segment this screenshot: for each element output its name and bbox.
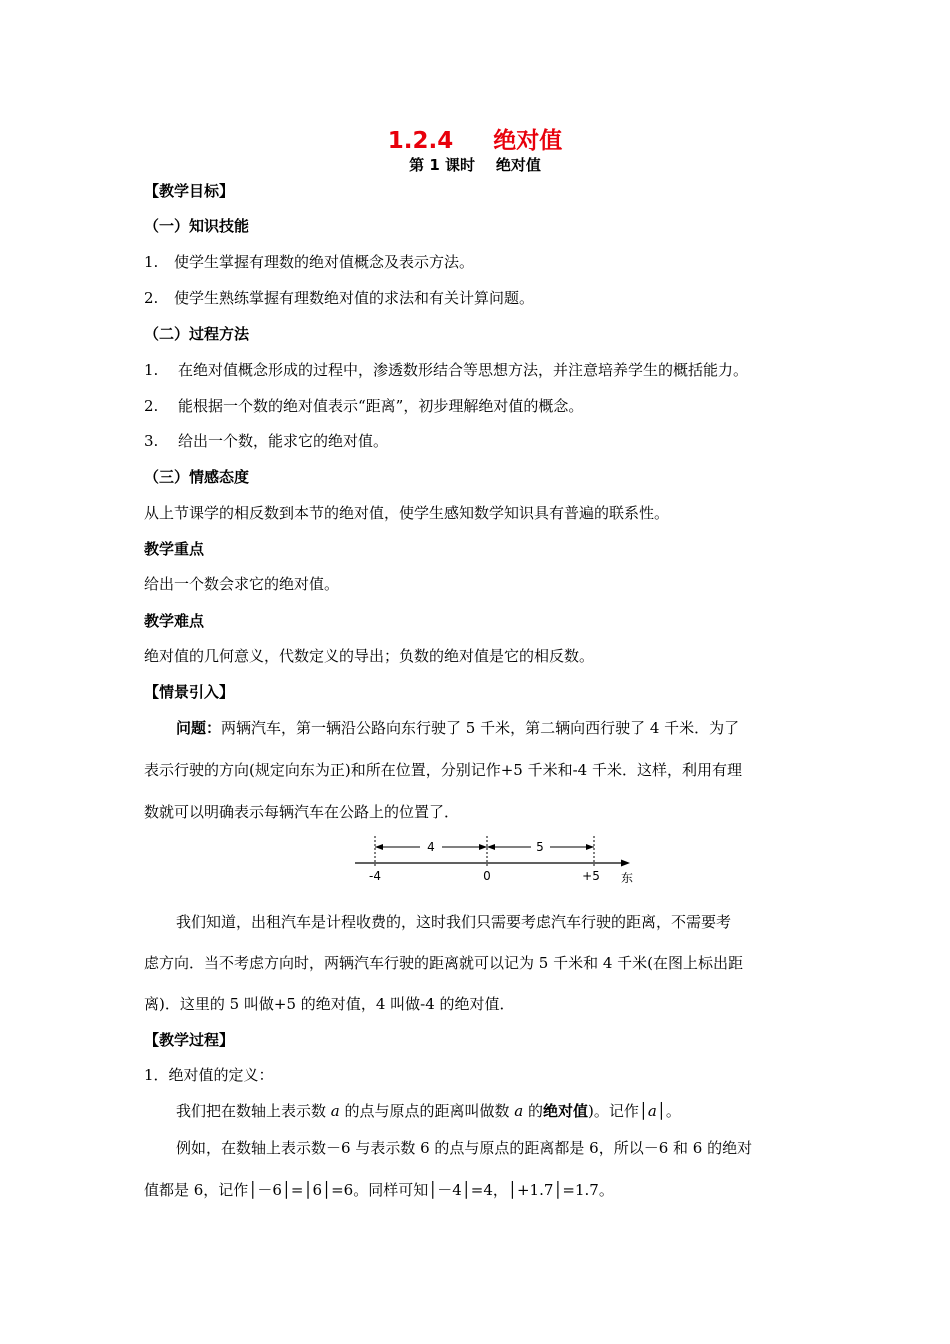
tick-label-pos5: +5 [582, 869, 600, 883]
definition-text-d: )。记作│ [588, 1102, 648, 1120]
item-number: 2. [144, 289, 159, 307]
item-number: 2. [144, 397, 159, 415]
item-number: 1. [144, 253, 159, 271]
problem-line-3: 数就可以明确表示每辆汽车在公路上的位置了． [144, 803, 460, 821]
problem-line-1 [176, 717, 739, 738]
page-title: 1.2.4 绝对值 [387, 128, 563, 154]
item-text: 使学生掌握有理数的绝对值概念及表示方法。 [174, 253, 475, 271]
intro-heading: 【情景引入】 [144, 683, 235, 701]
key-heading: 教学重点 [144, 540, 205, 558]
definition-text-c: 的 [523, 1102, 544, 1120]
definition-text-b: 的点与原点的距离叫做数 [339, 1102, 515, 1120]
arrow-left-5 [487, 844, 495, 850]
item-number: 1. [144, 361, 159, 379]
knowledge-heading: （一）知识技能 [144, 217, 250, 235]
tick-label-zero: 0 [483, 869, 491, 883]
item-number: 3. [144, 432, 159, 450]
item-text: 在绝对值概念形成的过程中，渗透数形结合等思想方法，并注意培养学生的概括能力。 [178, 361, 749, 379]
process-item-3 [144, 430, 388, 451]
para2-line-1: 我们知道，出租汽车是计程收费的，这时我们只需要考虑汽车行驶的距离，不需要考 [176, 913, 732, 931]
example-line-2: 值都是 6，记作│－6│=│6│=6。同样可知│－4│=4，│+1.7│=1.7。 [144, 1181, 614, 1199]
process-main-heading: 【教学过程】 [144, 1031, 235, 1049]
goals-heading: 【教学目标】 [144, 182, 235, 200]
definition-text-e: │。 [656, 1102, 681, 1120]
direction-label: 东 [620, 871, 634, 885]
arrow-right-5 [586, 844, 594, 850]
number-line-diagram [350, 830, 640, 886]
problem-label: 问题： [176, 719, 222, 737]
problem-text: 两辆汽车，第一辆沿公路向东行驶了 5 千米，第二辆向西行驶了 4 千米．为了 [221, 719, 740, 737]
process-item-2 [144, 395, 583, 416]
problem-line-2: 表示行驶的方向(规定向东为正)和所在位置，分别记作+5 千米和-4 千米．这样，利用有理 [144, 761, 742, 779]
definition-line [176, 1100, 681, 1121]
definition-heading: 1．绝对值的定义： [144, 1066, 274, 1084]
page-subtitle: 第 1 课时 绝对值 [409, 156, 541, 174]
knowledge-item-1 [144, 251, 474, 272]
difficulty-text: 绝对值的几何意义，代数定义的导出；负数的绝对值是它的相反数。 [144, 647, 595, 665]
difficulty-heading: 教学难点 [144, 612, 205, 630]
emotion-heading: （三）情感态度 [144, 468, 250, 486]
para2-line-3: 离)．这里的 5 叫做+5 的绝对值，4 叫做-4 的绝对值． [144, 995, 515, 1013]
definition-text-a: 我们把在数轴上表示数 [176, 1102, 331, 1120]
tick-label-neg4: -4 [369, 869, 381, 883]
item-text: 能根据一个数的绝对值表示“距离”，初步理解绝对值的概念。 [178, 397, 584, 415]
process-heading: （二）过程方法 [144, 325, 250, 343]
axis-arrow [621, 860, 630, 867]
variable-a: a [330, 1102, 340, 1120]
arrow-right-4 [479, 844, 487, 850]
emotion-text: 从上节课学的相反数到本节的绝对值，使学生感知数学知识具有普遍的联系性。 [144, 504, 670, 522]
variable-a: a [514, 1102, 524, 1120]
item-text: 使学生熟练掌握有理数绝对值的求法和有关计算问题。 [174, 289, 535, 307]
variable-a: a [647, 1102, 657, 1120]
arrow-left-4 [375, 844, 383, 850]
knowledge-item-2 [144, 287, 534, 308]
segment-label-5: 5 [536, 840, 544, 854]
para2-line-2: 虑方向．当不考虑方向时，两辆汽车行驶的距离就可以记为 5 千米和 4 千米(在图上标出距 [144, 954, 744, 972]
process-item-1 [144, 359, 748, 380]
segment-label-4: 4 [427, 840, 435, 854]
key-text: 给出一个数会求它的绝对值。 [144, 575, 340, 593]
example-line-1: 例如，在数轴上表示数－6 与表示数 6 的点与原点的距离都是 6，所以－6 和 6 的绝对 [176, 1139, 753, 1157]
item-text: 给出一个数，能求它的绝对值。 [178, 432, 389, 450]
definition-term: 绝对值 [543, 1102, 589, 1120]
